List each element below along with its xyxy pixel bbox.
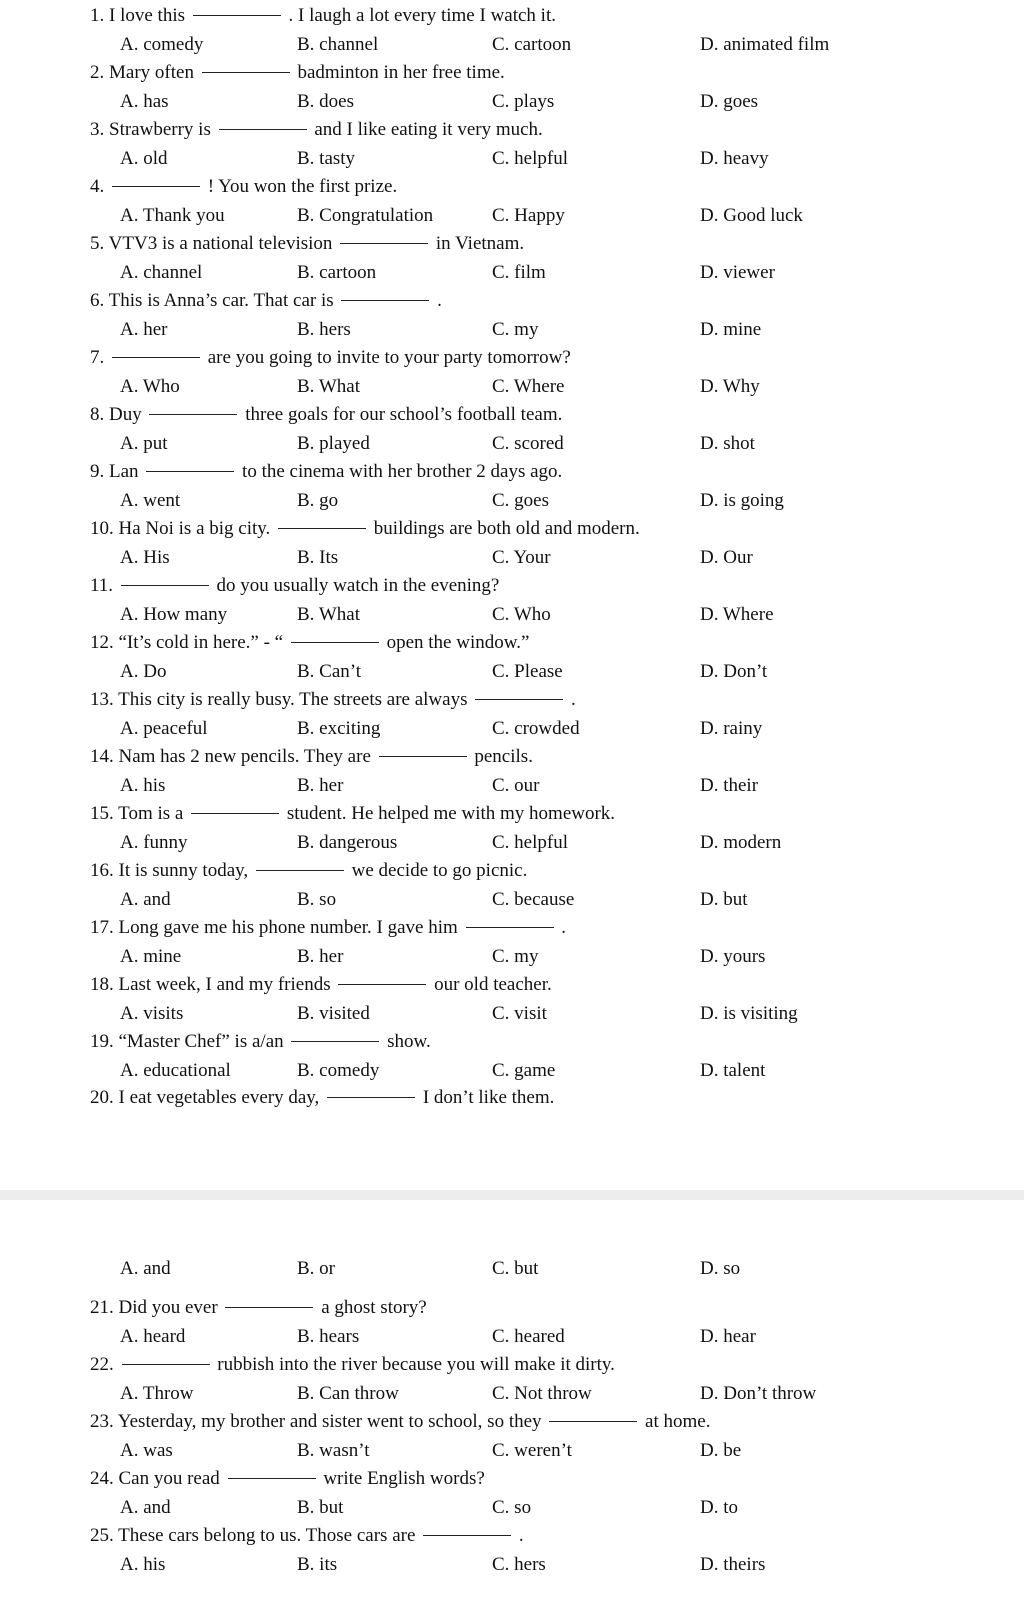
question-item [0, 1408, 1024, 1465]
option-d[interactable]: D. to [700, 1497, 738, 1518]
option-d[interactable]: D. mine [700, 319, 762, 340]
option-d[interactable]: D. be [700, 1440, 742, 1461]
option-a[interactable]: A. mine [120, 946, 182, 967]
options-row [0, 543, 1024, 572]
option-a[interactable]: A. and [120, 1497, 171, 1518]
question-20 [0, 1084, 1024, 1112]
answer-blank[interactable] [340, 242, 428, 244]
question-text-after: rubbish into the river because you will make it dirty. [217, 1354, 615, 1375]
answer-blank[interactable] [291, 1040, 379, 1042]
question-number: 11. [90, 575, 114, 596]
question-number: 8. [90, 404, 105, 425]
options-row [0, 144, 1024, 173]
option-a[interactable]: A. peaceful [120, 718, 208, 739]
option-a[interactable]: A. Do [120, 661, 167, 682]
option-b[interactable]: B. tasty [297, 148, 356, 169]
answer-blank[interactable] [191, 812, 279, 814]
option-c[interactable]: C. Your [492, 547, 551, 568]
option-d[interactable]: D. heavy [700, 148, 769, 169]
question-line [0, 1028, 1024, 1056]
answer-blank[interactable] [327, 1096, 415, 1098]
question-text-before: Strawberry is [109, 119, 211, 140]
options-row [0, 885, 1024, 914]
option-d[interactable]: D. Don’t throw [700, 1383, 817, 1404]
option-b[interactable]: B. visited [297, 1003, 370, 1024]
option-d[interactable]: D. theirs [700, 1554, 766, 1575]
option-d[interactable]: D. is going [700, 490, 784, 511]
question-text-before: “It’s cold in here.” - “ [118, 632, 284, 653]
question-line [0, 230, 1024, 258]
answer-blank[interactable] [278, 527, 366, 529]
option-c[interactable]: C. helpful [492, 148, 568, 169]
options-row [0, 600, 1024, 629]
option-c[interactable]: C. my [492, 319, 539, 340]
question-list-1 [0, 2, 1024, 1085]
question-text-before: VTV3 is a national television [108, 233, 333, 254]
option-a[interactable]: A. her [120, 319, 168, 340]
question-item [0, 743, 1024, 800]
question-item [0, 1522, 1024, 1579]
question-item [0, 1465, 1024, 1522]
option-d[interactable]: D. modern [700, 832, 782, 853]
question-text-before: It is sunny today, [118, 860, 249, 881]
question-number: 24. [90, 1468, 114, 1489]
question-line [0, 572, 1024, 600]
option-c[interactable]: C. game [492, 1060, 556, 1081]
question-item [0, 230, 1024, 287]
option-d[interactable]: D. Where [700, 604, 774, 625]
option-b[interactable]: B. Can’t [297, 661, 362, 682]
question-text-before: “Master Chef” is a/an [118, 1031, 284, 1052]
option-b[interactable]: B. exciting [297, 718, 381, 739]
option-d[interactable]: D. Why [700, 376, 760, 397]
question-text-after: we decide to go picnic. [351, 860, 528, 881]
answer-blank[interactable] [112, 185, 200, 187]
option-c[interactable]: C. our [492, 775, 540, 796]
option-a[interactable]: A. old [120, 148, 168, 169]
options-row [0, 771, 1024, 800]
question-item [0, 287, 1024, 344]
question-number: 4. [90, 176, 105, 197]
answer-blank[interactable] [202, 71, 290, 73]
option-c[interactable]: C. film [492, 262, 546, 283]
option-b[interactable]: B. does [297, 91, 354, 112]
question-text-after: show. [387, 1031, 431, 1052]
question-line [0, 287, 1024, 315]
option-a[interactable]: A. channel [120, 262, 203, 283]
option-a[interactable]: A. Throw [120, 1383, 194, 1404]
question-text-before: Tom is a [118, 803, 184, 824]
options-row [0, 1322, 1024, 1351]
question-text-before: Mary often [109, 62, 194, 83]
question-line [0, 59, 1024, 87]
option-b[interactable]: B. go [297, 490, 339, 511]
option-b[interactable]: B. played [297, 433, 370, 454]
options-row [0, 201, 1024, 230]
option-b[interactable]: B. her [297, 775, 344, 796]
question-text-after: pencils. [474, 746, 533, 767]
option-c[interactable]: C. but [492, 1258, 539, 1279]
question-item [0, 800, 1024, 857]
question-line [0, 971, 1024, 999]
options-row [0, 714, 1024, 743]
options-row [0, 87, 1024, 116]
options-row [0, 30, 1024, 59]
option-a[interactable]: A. put [120, 433, 168, 454]
question-line [0, 1465, 1024, 1493]
option-d[interactable]: D. shot [700, 433, 755, 454]
option-a[interactable]: A. has [120, 91, 169, 112]
option-d[interactable]: D. Our [700, 547, 753, 568]
option-d[interactable]: D. talent [700, 1060, 766, 1081]
question-text-before: Last week, I and my friends [118, 974, 331, 995]
question-number: 18. [90, 974, 114, 995]
option-d[interactable]: D. Good luck [700, 205, 803, 226]
options-row [0, 1436, 1024, 1465]
option-b[interactable]: B. or [297, 1258, 335, 1279]
question-text-before: Long gave me his phone number. I gave him [118, 917, 458, 938]
question-text-after: open the window.” [386, 632, 530, 653]
question-number: 1. [90, 5, 105, 26]
options-row [0, 1493, 1024, 1522]
question-text-before: This is Anna’s car. That car is [108, 290, 334, 311]
option-b[interactable]: B. What [297, 604, 360, 625]
question-number: 16. [90, 860, 114, 881]
option-c[interactable]: C. heared [492, 1326, 565, 1347]
question-line [0, 629, 1024, 657]
question-list-2 [0, 1258, 1024, 1579]
question-line [0, 1084, 1024, 1112]
option-c[interactable]: C. visit [492, 1003, 547, 1024]
option-b[interactable]: B. hers [297, 319, 351, 340]
option-a[interactable]: A. comedy [120, 34, 204, 55]
option-a[interactable]: A. his [120, 1554, 166, 1575]
options-row [0, 657, 1024, 686]
question-line [0, 116, 1024, 144]
option-c[interactable]: C. so [492, 1497, 532, 1518]
option-c[interactable]: C. my [492, 946, 539, 967]
question-number: 10. [90, 518, 114, 539]
question-line [0, 800, 1024, 828]
options-row [0, 486, 1024, 515]
options-row [0, 999, 1024, 1028]
options-row [0, 372, 1024, 401]
option-b[interactable]: B. comedy [297, 1060, 380, 1081]
question-text-after: I don’t like them. [422, 1087, 555, 1108]
answer-blank[interactable] [379, 755, 467, 757]
question-text-after: . I laugh a lot every time I watch it. [288, 5, 556, 26]
question-item [0, 857, 1024, 914]
question-text-after: do you usually watch in the evening? [216, 575, 500, 596]
question-item [0, 458, 1024, 515]
question-text-after: to the cinema with her brother 2 days ago. [242, 461, 563, 482]
option-c[interactable]: C. because [492, 889, 575, 910]
option-d[interactable]: D. is visiting [700, 1003, 798, 1024]
option-a[interactable]: A. his [120, 775, 166, 796]
question-line [0, 914, 1024, 942]
option-c[interactable]: C. crowded [492, 718, 580, 739]
question-item [0, 116, 1024, 173]
question-line [0, 2, 1024, 30]
question-line [0, 1294, 1024, 1322]
options-row [0, 258, 1024, 287]
question-number: 25. [90, 1525, 114, 1546]
question-text-before: Duy [109, 404, 142, 425]
question-item [0, 629, 1024, 686]
question-text-before: These cars belong to us. Those cars are [118, 1525, 416, 1546]
question-item [0, 344, 1024, 401]
answer-blank[interactable] [219, 128, 307, 130]
answer-blank[interactable] [338, 983, 426, 985]
question-text-after: . [561, 917, 567, 938]
option-b[interactable]: B. wasn’t [297, 1440, 370, 1461]
options-row [0, 315, 1024, 344]
answer-blank[interactable] [122, 1363, 210, 1365]
question-text-after: in Vietnam. [435, 233, 525, 254]
question-text-after: at home. [645, 1411, 711, 1432]
option-a[interactable]: A. funny [120, 832, 188, 853]
option-a[interactable]: A. His [120, 547, 170, 568]
question-text-after: a ghost story? [321, 1297, 427, 1318]
option-b[interactable]: B. Its [297, 547, 339, 568]
question-number: 19. [90, 1031, 114, 1052]
option-c[interactable]: C. plays [492, 91, 555, 112]
option-c[interactable]: C. Please [492, 661, 563, 682]
option-b[interactable]: B. cartoon [297, 262, 377, 283]
question-line [0, 515, 1024, 543]
question-line [0, 743, 1024, 771]
answer-blank[interactable] [149, 413, 237, 415]
question-item [0, 1028, 1024, 1085]
question-text-before: Ha Noi is a big city. [118, 518, 271, 539]
question-item [0, 686, 1024, 743]
question-number: 9. [90, 461, 105, 482]
option-a[interactable]: A. went [120, 490, 181, 511]
question-text-before: Lan [109, 461, 139, 482]
question-text-after: . [518, 1525, 524, 1546]
question-number: 21. [90, 1297, 114, 1318]
question-text-after: student. He helped me with my homework. [286, 803, 616, 824]
options-row [0, 942, 1024, 971]
question-item [0, 515, 1024, 572]
option-c[interactable]: C. Happy [492, 205, 565, 226]
question-text-after: and I like eating it very much. [314, 119, 543, 140]
question-item [0, 173, 1024, 230]
option-d[interactable]: D. goes [700, 91, 759, 112]
question-line [0, 458, 1024, 486]
question-number: 17. [90, 917, 114, 938]
option-b[interactable]: B. its [297, 1554, 338, 1575]
question-number: 22. [90, 1354, 114, 1375]
answer-blank[interactable] [146, 470, 234, 472]
option-a[interactable]: A. How many [120, 604, 228, 625]
question-number: 6. [90, 290, 105, 311]
answer-blank[interactable] [341, 299, 429, 301]
question-text-after: . [437, 290, 442, 311]
question-text-after: badminton in her free time. [297, 62, 505, 83]
option-a[interactable]: A. and [120, 1258, 171, 1279]
question-line [0, 686, 1024, 714]
answer-blank[interactable] [475, 698, 563, 700]
answer-blank[interactable] [423, 1534, 511, 1536]
question-number: 7. [90, 347, 105, 368]
option-c[interactable]: C. helpful [492, 832, 568, 853]
question-text-after: . [570, 689, 576, 710]
question-item [0, 59, 1024, 116]
answer-blank[interactable] [549, 1420, 637, 1422]
option-c[interactable]: C. Where [492, 376, 565, 397]
answer-blank[interactable] [225, 1306, 313, 1308]
question-text-before: Can you read [118, 1468, 220, 1489]
question-number: 15. [90, 803, 114, 824]
option-b[interactable]: B. hears [297, 1326, 360, 1347]
question-item [0, 971, 1024, 1028]
question-item [0, 1294, 1024, 1351]
question-number: 13. [90, 689, 114, 710]
option-d[interactable]: D. yours [700, 946, 766, 967]
question-line [0, 401, 1024, 429]
question-number: 23. [90, 1411, 114, 1432]
option-c[interactable]: C. scored [492, 433, 564, 454]
option-c[interactable]: C. weren’t [492, 1440, 572, 1461]
question-text-before: This city is really busy. The streets are always [118, 689, 468, 710]
question-item [0, 914, 1024, 971]
question-line [0, 1522, 1024, 1550]
question-number: 5. [90, 233, 105, 254]
question-text-after: are you going to invite to your party tomorrow? [207, 347, 571, 368]
answer-blank[interactable] [193, 14, 281, 16]
answer-blank[interactable] [112, 356, 200, 358]
option-a[interactable]: A. Who [120, 376, 180, 397]
option-d[interactable]: D. hear [700, 1326, 756, 1347]
question-text-before: Did you ever [118, 1297, 218, 1318]
option-c[interactable]: C. Not throw [492, 1383, 592, 1404]
option-c[interactable]: C. cartoon [492, 34, 572, 55]
question-line [0, 1408, 1024, 1436]
question-text-before: I love this [109, 5, 185, 26]
question-text-after: our old teacher. [434, 974, 552, 995]
question-20-options-row [0, 1254, 1024, 1283]
question-text-before: Yesterday, my brother and sister went to school, so they [117, 1411, 542, 1432]
option-b[interactable]: B. What [297, 376, 360, 397]
question-line [0, 344, 1024, 372]
question-text-after: ! You won the first prize. [207, 176, 398, 197]
options-row [0, 1379, 1024, 1408]
option-d[interactable]: D. their [700, 775, 759, 796]
option-b[interactable]: B. so [297, 889, 337, 910]
option-d[interactable]: D. Don’t [700, 661, 768, 682]
option-b[interactable]: B. Congratulation [297, 205, 434, 226]
option-b[interactable]: B. Can throw [297, 1383, 399, 1404]
option-d[interactable]: D. animated film [700, 34, 830, 55]
options-row [0, 1550, 1024, 1579]
page-separator [0, 1190, 1024, 1200]
answer-blank[interactable] [228, 1477, 316, 1479]
option-a[interactable]: A. and [120, 889, 171, 910]
options-row [0, 429, 1024, 458]
answer-blank[interactable] [291, 641, 379, 643]
answer-blank[interactable] [121, 584, 209, 586]
question-number: 20. [90, 1087, 114, 1108]
option-c[interactable]: C. goes [492, 490, 549, 511]
answer-blank[interactable] [256, 869, 344, 871]
question-number: 3. [90, 119, 105, 140]
option-b[interactable]: B. her [297, 946, 344, 967]
option-a[interactable]: A. educational [120, 1060, 231, 1081]
question-number: 14. [90, 746, 114, 767]
question-text-before: I eat vegetables every day, [118, 1087, 320, 1108]
question-text-after: three goals for our school’s football team. [245, 404, 563, 425]
option-a[interactable]: A. visits [120, 1003, 184, 1024]
option-a[interactable]: A. Thank you [120, 205, 225, 226]
option-b[interactable]: B. dangerous [297, 832, 398, 853]
option-a[interactable]: A. was [120, 1440, 173, 1461]
question-text-after: write English words? [323, 1468, 485, 1489]
question-text-after: buildings are both old and modern. [373, 518, 640, 539]
question-line [0, 173, 1024, 201]
options-row [0, 1056, 1024, 1085]
option-c[interactable]: C. hers [492, 1554, 546, 1575]
option-d[interactable]: D. but [700, 889, 748, 910]
option-b[interactable]: B. channel [297, 34, 379, 55]
option-c[interactable]: C. Who [492, 604, 551, 625]
option-a[interactable]: A. heard [120, 1326, 186, 1347]
question-line [0, 857, 1024, 885]
option-b[interactable]: B. but [297, 1497, 344, 1518]
question-number: 2. [90, 62, 105, 83]
answer-blank[interactable] [466, 926, 554, 928]
question-text-before: Nam has 2 new pencils. They are [118, 746, 371, 767]
option-d[interactable]: D. so [700, 1258, 741, 1279]
option-d[interactable]: D. rainy [700, 718, 763, 739]
question-item [0, 572, 1024, 629]
options-row [0, 828, 1024, 857]
option-d[interactable]: D. viewer [700, 262, 775, 283]
question-item [0, 401, 1024, 458]
question-item [0, 2, 1024, 59]
question-number: 12. [90, 632, 114, 653]
question-line [0, 1351, 1024, 1379]
question-item [0, 1351, 1024, 1408]
